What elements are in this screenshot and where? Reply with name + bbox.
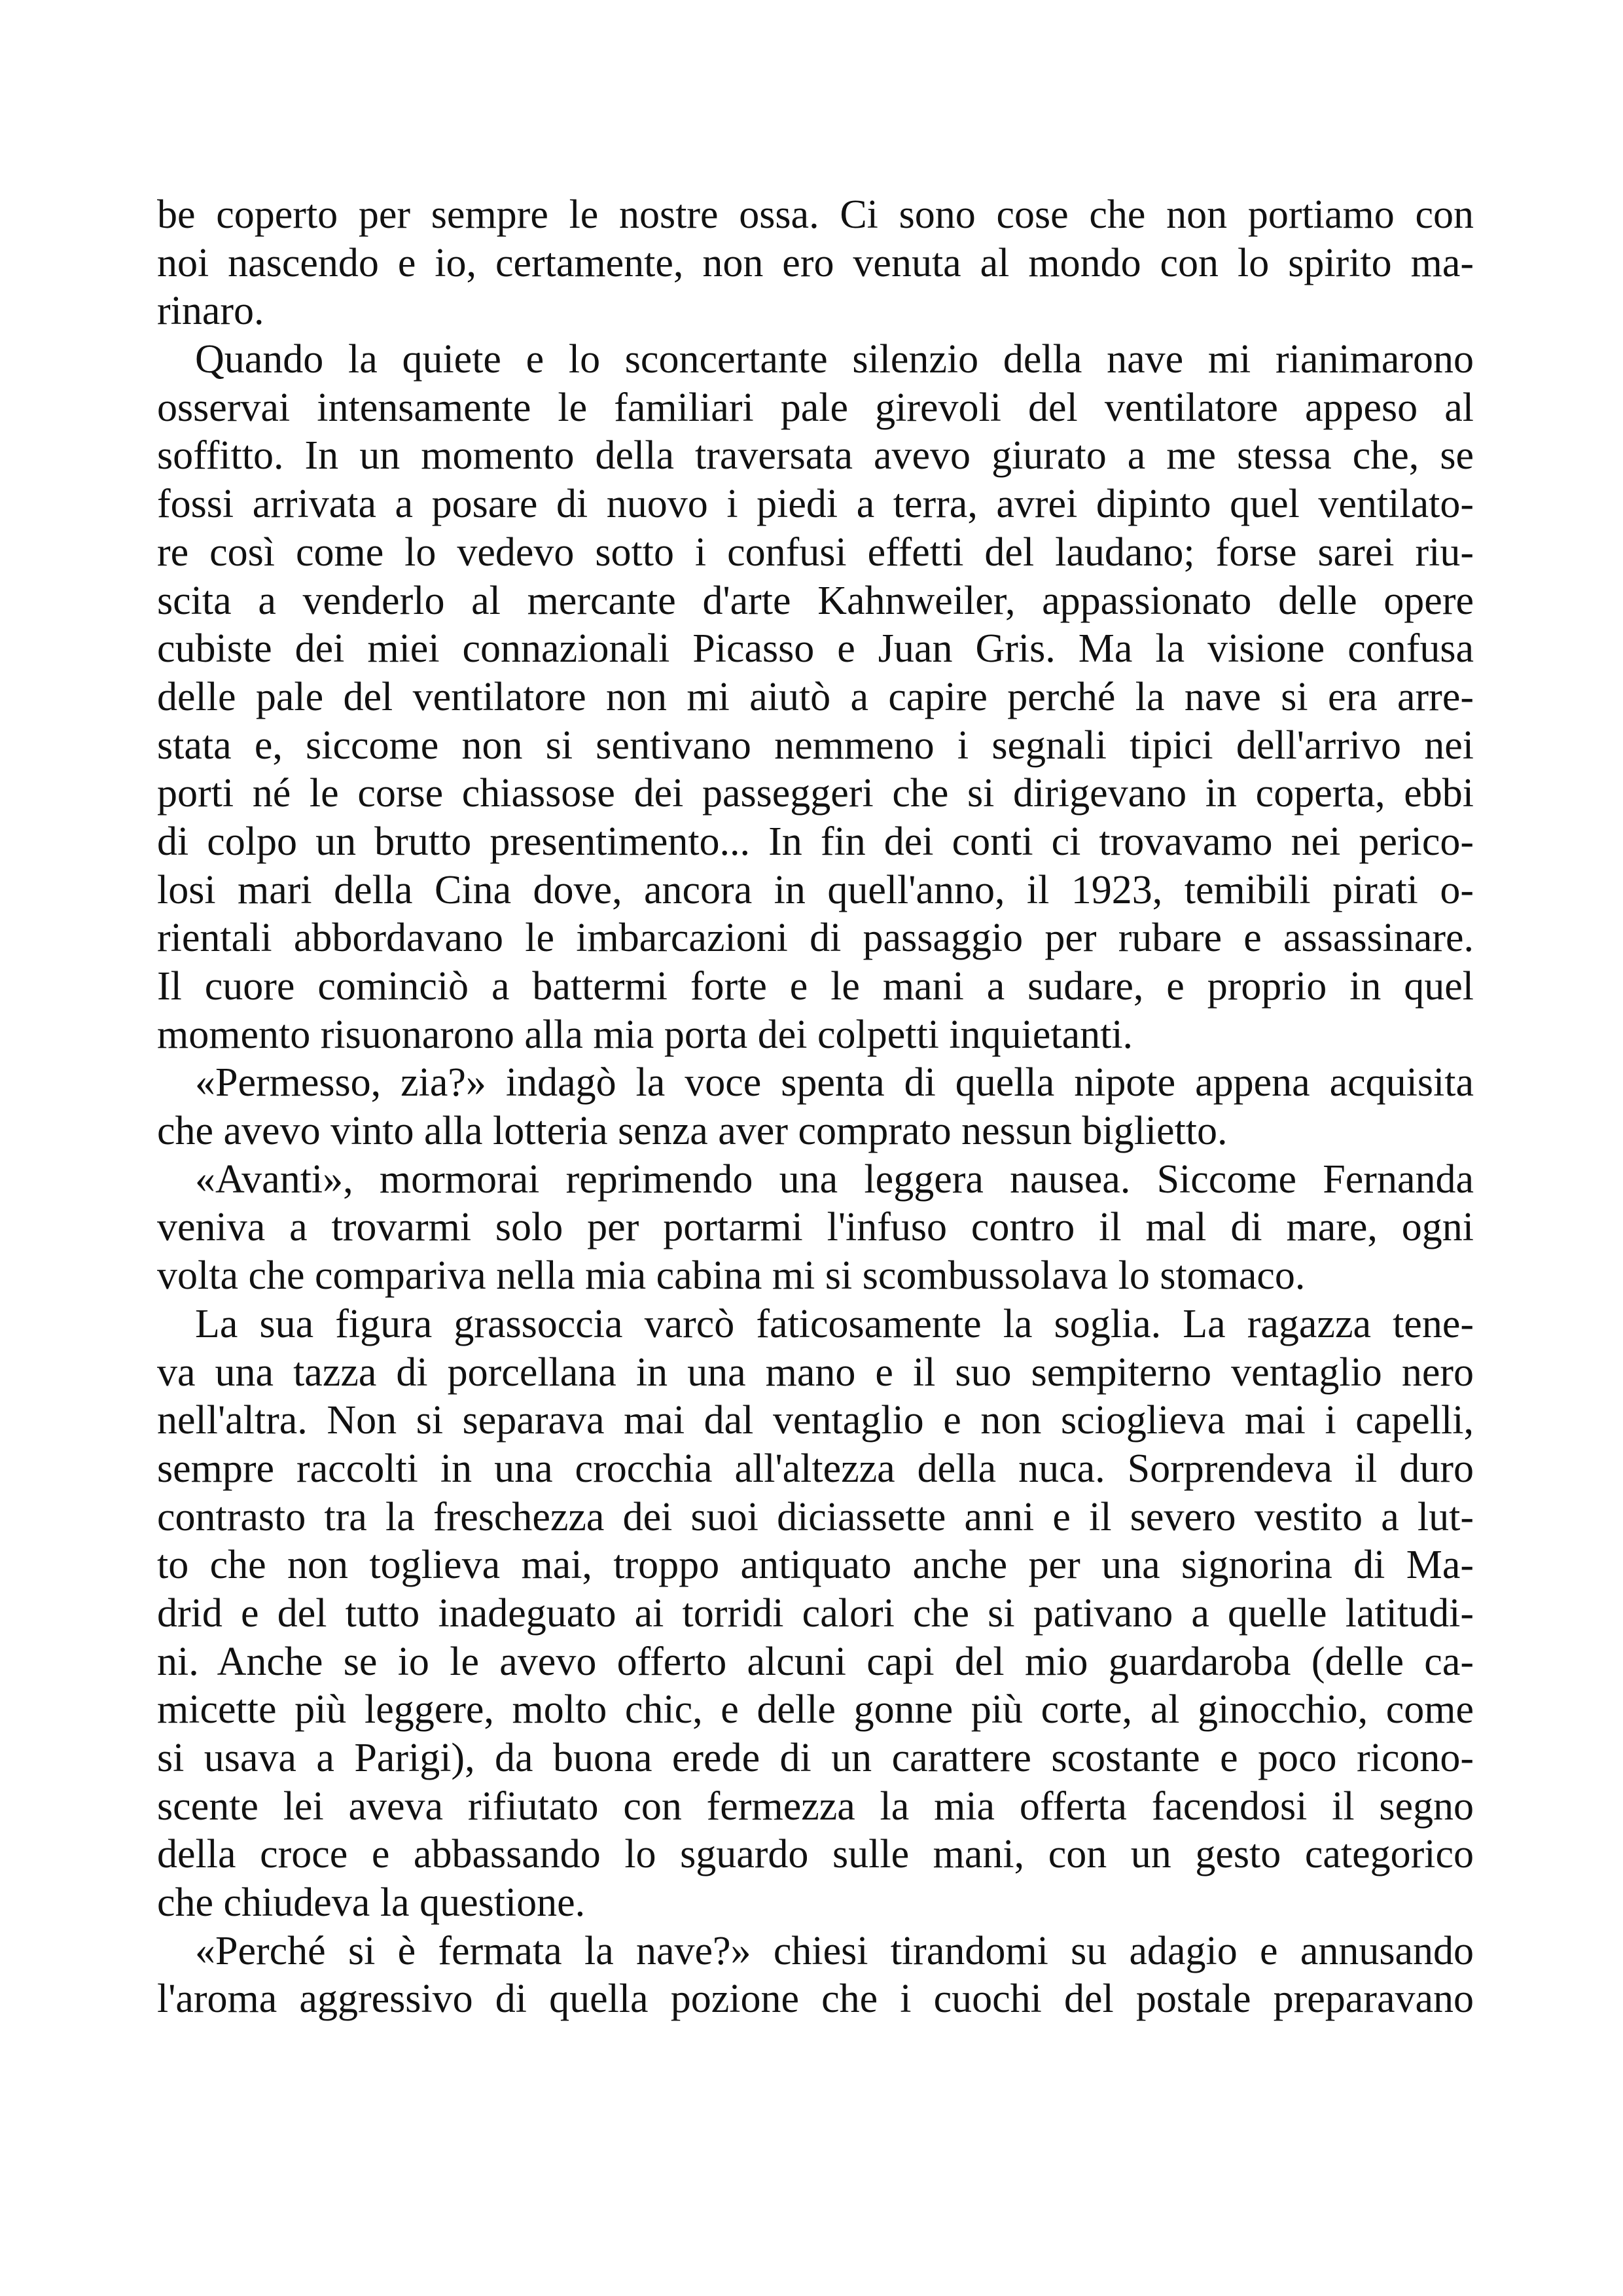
text-line: veniva a trovarmi solo per portarmi l'infuso contro il mal di mare, ogni [157, 1205, 1474, 1250]
text-line: porti né le corse chiassose dei passeggeri che si dirigevano in coperta, ebbi [157, 771, 1474, 816]
text-line: della croce e abbassando lo sguardo sulle mani, con un gesto categorico [157, 1832, 1474, 1877]
text-line: ni. Anche se io le avevo offerto alcuni capi del mio guardaroba (delle ca- [157, 1639, 1474, 1684]
text-line: che avevo vinto alla lotteria senza aver comprato nessun biglietto. [157, 1109, 1228, 1154]
text-line: momento risuonarono alla mia porta dei colpetti inquietanti. [157, 1012, 1133, 1057]
text-line: volta che compariva nella mia cabina mi si scombussolava lo stomaco. [157, 1253, 1306, 1299]
text-line: rinaro. [157, 289, 264, 334]
paragraph [157, 1156, 1474, 1300]
text-line: micette più leggere, molto chic, e delle gonne più corte, al ginocchio, come [157, 1687, 1474, 1732]
text-line: rientali abbordavano le imbarcazioni di passaggio per rubare e assassinare. [157, 916, 1474, 961]
text-line: Il cuore cominciò a battermi forte e le mani a sudare, e proprio in quel [157, 964, 1474, 1009]
text-line: re così come lo vedevo sotto i confusi effetti del laudano; forse sarei riu- [157, 529, 1474, 575]
text-line: si usava a Parigi), da buona erede di un carattere scostante e poco ricono- [157, 1736, 1474, 1780]
text-line: losi mari della Cina dove, ancora in quell'anno, il 1923, temibili pirati o- [157, 867, 1474, 912]
text-line: osservai intensamente le familiari pale girevoli del ventilatore appeso al [157, 385, 1474, 430]
text-line: La sua figura grassoccia varcò faticosamente la soglia. La ragazza tene- [195, 1301, 1474, 1346]
text-line: fossi arrivata a posare di nuovo i piedi a terra, avrei dipinto quel ventilato- [157, 482, 1474, 527]
text-line: noi nascendo e io, certamente, non ero venuta al mondo con lo spirito ma- [157, 240, 1474, 285]
text-line: «Perché si è fermata la nave?» chiesi tirandomi su adagio e annusando [195, 1928, 1474, 1973]
paragraph [157, 1928, 1474, 2024]
text-line: sempre raccolti in una crocchia all'altezza della nuca. Sorprendeva il duro [157, 1446, 1474, 1491]
text-line: «Avanti», mormorai reprimendo una leggera nausea. Siccome Fernanda [195, 1157, 1474, 1202]
text-line: va una tazza di porcellana in una mano e il suo sempiterno ventaglio nero [157, 1350, 1474, 1395]
text-line: stata e, siccome non si sentivano nemmeno i segnali tipici dell'arrivo nei [157, 723, 1474, 768]
text-line: soffitto. In un momento della traversata avevo giurato a me stessa che, se [157, 433, 1474, 478]
text-line: l'aroma aggressivo di quella pozione che i cuochi del postale preparavano [157, 1977, 1474, 2022]
body-text [157, 191, 1474, 2024]
text-line: Quando la quiete e lo sconcertante silenzio della nave mi rianimarono [195, 337, 1474, 382]
paragraph [157, 1300, 1474, 1928]
text-line: drid e del tutto inadeguato ai torridi calori che si pativano a quelle latitudi- [157, 1590, 1474, 1636]
paragraph [157, 1059, 1474, 1155]
text-line: scente lei aveva rifiutato con fermezza la mia offerta facendosi il segno [157, 1784, 1474, 1829]
text-line: nell'altra. Non si separava mai dal ventaglio e non scioglieva mai i capelli, [157, 1398, 1474, 1443]
text-line: be coperto per sempre le nostre ossa. Ci sono cose che non portiamo con [157, 192, 1474, 237]
text-line: scita a venderlo al mercante d'arte Kahnweiler, appassionato delle opere [157, 578, 1474, 623]
text-line: che chiudeva la questione. [157, 1880, 586, 1926]
paragraph [157, 336, 1474, 1059]
text-line: delle pale del ventilatore non mi aiutò a capire perché la nave si era arre- [157, 674, 1474, 719]
text-line: «Permesso, zia?» indagò la voce spenta di quella nipote appena acquisita [195, 1060, 1474, 1105]
text-line: to che non toglieva mai, troppo antiquato anche per una signorina di Ma- [157, 1543, 1474, 1588]
paragraph [157, 191, 1474, 336]
text-line: cubiste dei miei connazionali Picasso e Juan Gris. Ma la visione confusa [157, 626, 1474, 672]
text-line: di colpo un brutto presentimento... In fin dei conti ci trovavamo nei perico- [157, 819, 1474, 864]
text-line: contrasto tra la freschezza dei suoi diciassette anni e il severo vestito a lut- [157, 1494, 1474, 1539]
